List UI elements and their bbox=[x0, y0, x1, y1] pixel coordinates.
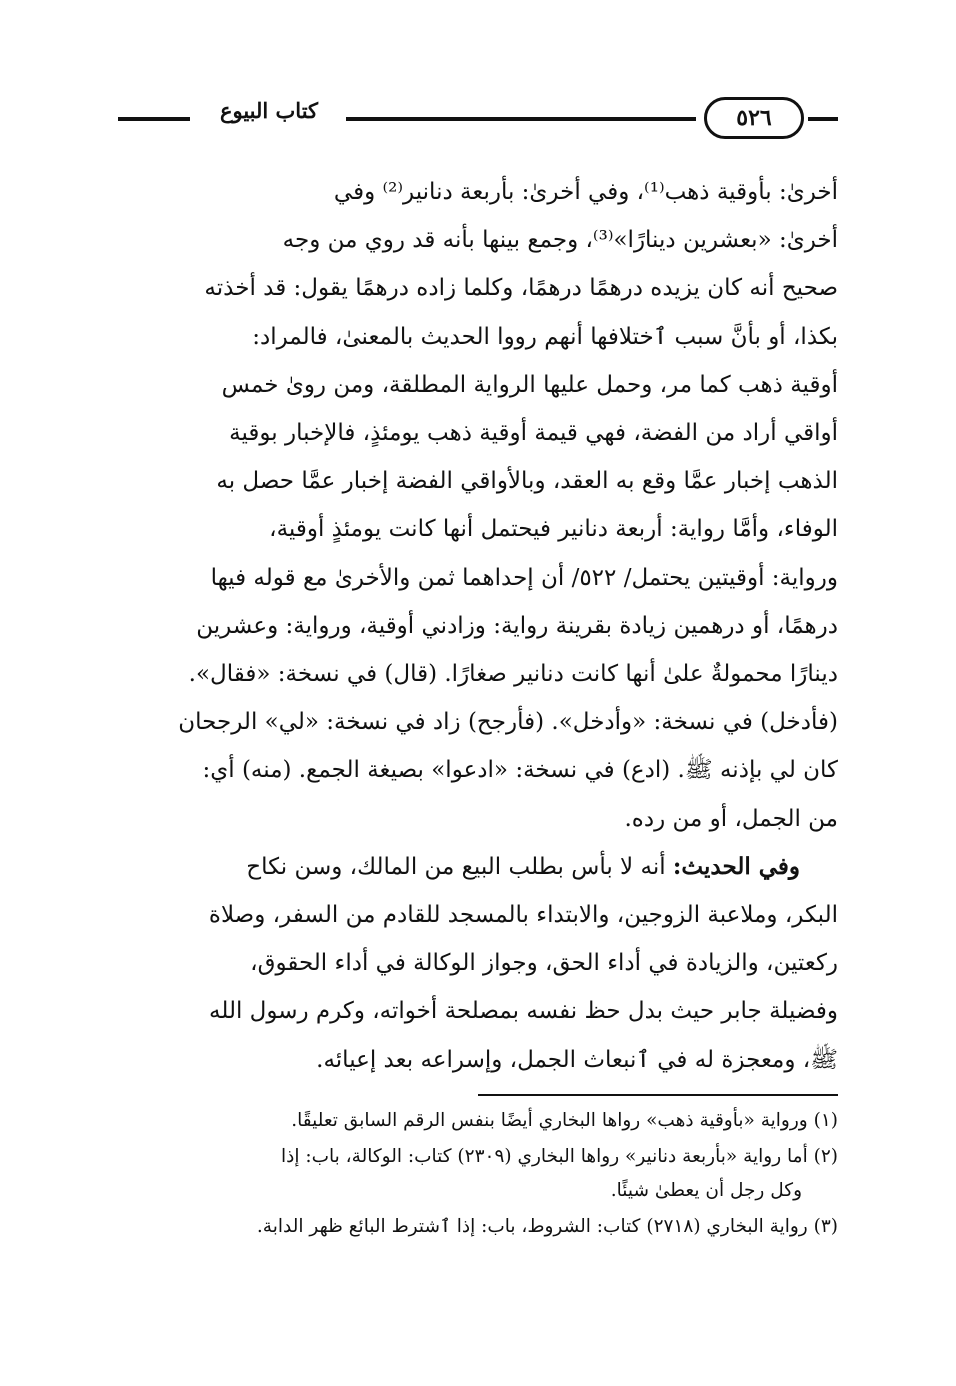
text-line: ورواية: أوقيتين يحتمل/ ٥٢٢/ أن إحداهما ثمن والأخرىٰ مع قوله فيها bbox=[210, 564, 838, 591]
page-number: ٥٢٦ bbox=[704, 97, 804, 139]
text-line: الوفاء، وأمَّا رواية: أربعة دنانير فيحتمل أنها كانت يومئذٍ أوقية، bbox=[269, 516, 838, 543]
footnote-text: (٣) رواية البخاري (٢٧١٨) كتاب: الشروط، باب: إذا ٱشترط البائع ظهر الدابة. bbox=[256, 1216, 838, 1237]
text-line: بكذا، أو بأنَّ سبب ٱختلافها أنهم رووا الحديث بالمعنىٰ، فالمراد: bbox=[252, 323, 838, 350]
footnote-1 bbox=[118, 1104, 838, 1138]
text-line: أوقية ذهب كما مر، وحمل عليها الرواية المطلقة، ومن روىٰ خمس bbox=[221, 371, 838, 398]
text-line: كان لي بإذنه ﷺ. (ادع) في نسخة: «ادعوا» بصيغة الجمع. (منه) أي: bbox=[202, 757, 838, 784]
text-line: ﷺ، ومعجزة له في ٱنبعاث الجمل، وإسراعه بعد إعيائه. bbox=[316, 1046, 838, 1073]
main-text bbox=[118, 168, 838, 1084]
running-header bbox=[118, 94, 838, 156]
footnote-2 bbox=[118, 1140, 838, 1208]
paragraph-1 bbox=[118, 168, 838, 843]
text-line: دينارًا محمولةٌ علىٰ أنها كانت دنانير صغارًا. (قال) في نسخة: «فقال». bbox=[188, 661, 838, 688]
text-line: (فأدخل) في نسخة: «وأدخل». (فأرجح) زاد في نسخة: «لي» الرجحان bbox=[178, 709, 838, 736]
footnote-continuation: وكل رجل أن يعطىٰ شيئًا. bbox=[610, 1180, 802, 1201]
text-line bbox=[118, 843, 838, 891]
text-line: من الجمل، أو من رده. bbox=[624, 805, 838, 832]
footnote-text: (٢) أما رواية «بأربعة دنانير» رواها البخاري (٢٣٠٩) كتاب: الوكالة، باب: إذا bbox=[280, 1146, 838, 1167]
header-rule-right bbox=[808, 117, 838, 121]
text-line: ركعتين، والزيادة في أداء الحق، وجواز الوكالة في أداء الحقوق، bbox=[250, 950, 838, 977]
text-line: البكر، وملاعبة الزوجين، والابتداء بالمسجد للقادم من السفر، وصلاة bbox=[208, 902, 838, 929]
footnote-text: (١) ورواية «بأوقية ذهب» رواها البخاري أيضًا بنفس الرقم السابق تعليقًا. bbox=[291, 1110, 838, 1131]
text-line: درهمًا، أو درهمين زيادة بقرينة رواية: وزادني أوقية، ورواية: وعشرين bbox=[196, 612, 838, 639]
header-rule-left bbox=[118, 117, 190, 121]
paragraph-lead: وفي الحديث: bbox=[672, 852, 800, 880]
text-line: أخرىٰ: «بعشرين دينارًا»⁽³⁾، وجمع بينها بأنه قد روي من وجه bbox=[282, 227, 838, 254]
footnote-3 bbox=[118, 1210, 838, 1244]
paragraph-2 bbox=[118, 843, 838, 1084]
text-line: أخرىٰ: بأوقية ذهب⁽¹⁾، وفي أخرىٰ: بأربعة دنانير⁽²⁾ وفي bbox=[333, 179, 838, 205]
footnotes bbox=[118, 1104, 838, 1246]
book-title: كتاب البيوع bbox=[219, 98, 319, 123]
text-line: صحيح أنه كان يزيده درهمًا درهمًا، وكلما زاده درهمًا يقول: قد أخذته bbox=[204, 275, 838, 302]
text-run: أنه لا بأس بطلب البيع من المالك، وسن نكاح bbox=[246, 853, 673, 880]
header-rule-middle bbox=[346, 117, 696, 121]
text-line: الذهب إخبار عمَّا وقع به العقد، وبالأواقي الفضة إخبار عمَّا حصل به bbox=[216, 468, 838, 495]
text-line: وفضيلة جابر حيث بدل حظ نفسه بمصلحة أخواته، وكرم رسول الله bbox=[209, 998, 838, 1025]
text-line: أواقي أراد من الفضة، فهي قيمة أوقية ذهب يومئذٍ، فالإخبار بوقية bbox=[229, 420, 838, 447]
footnote-separator bbox=[478, 1094, 838, 1096]
